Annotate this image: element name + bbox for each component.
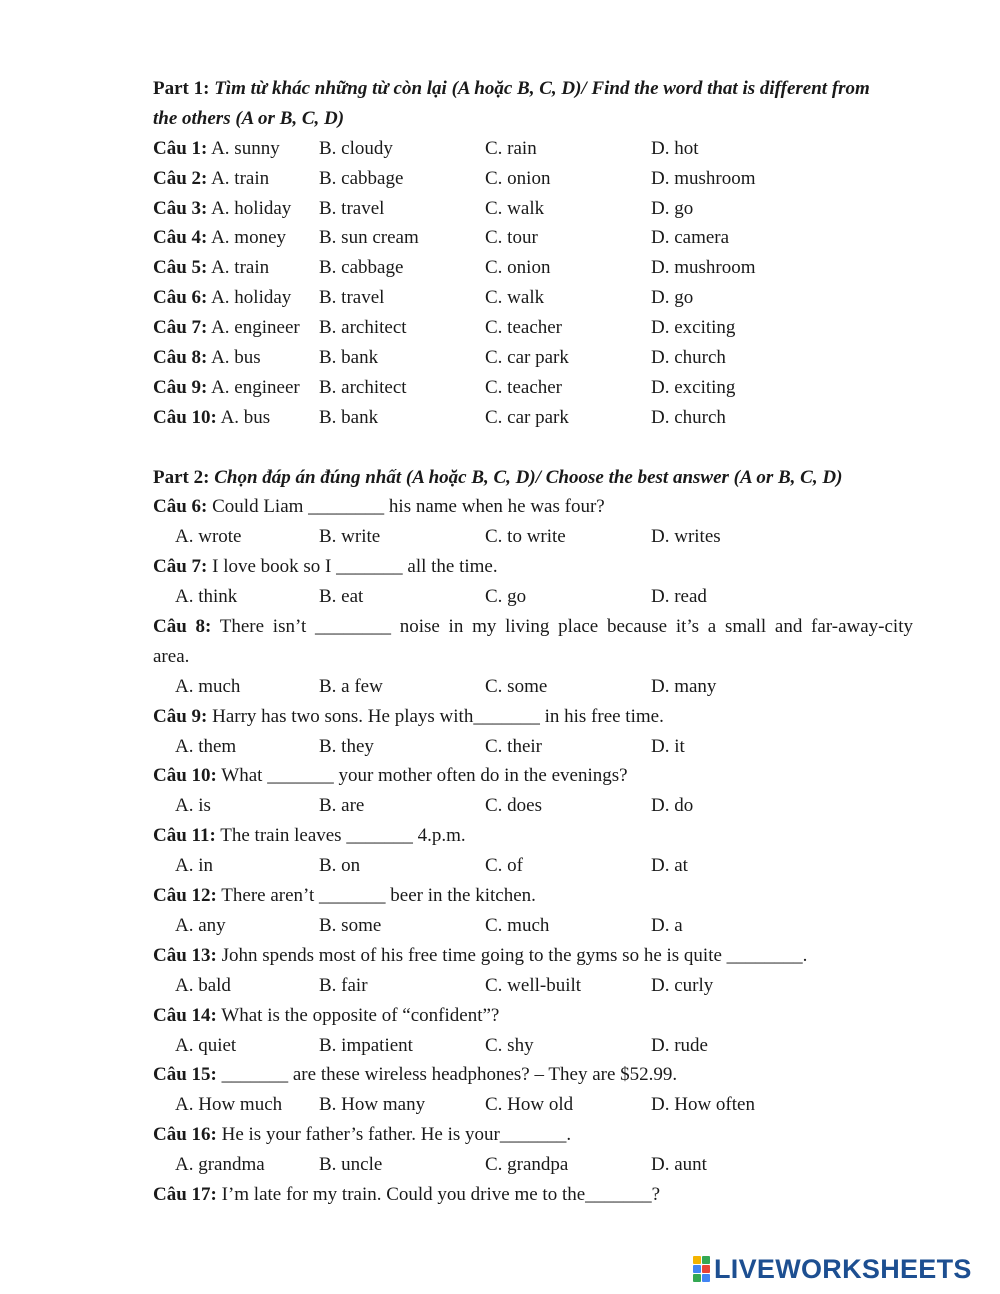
question-text: There isn’t ________ noise in my living place because it’s a small and far-away-city (219, 616, 913, 638)
option-d[interactable]: D. mushroom (651, 167, 756, 189)
option-b[interactable]: B. are (319, 795, 365, 817)
logo-square (702, 1256, 710, 1264)
option-a[interactable]: A. engineer (211, 317, 300, 339)
option-c[interactable]: C. to write (485, 526, 566, 548)
part2-title: Chọn đáp án đúng nhất (A hoặc B, C, D)/ Choose the best answer (A or B, C, D) (214, 466, 843, 488)
question-text: John spends most of his free time going to the gyms so he is quite ________. (221, 944, 808, 966)
option-b[interactable]: B. write (319, 526, 381, 548)
option-d[interactable]: D. writes (651, 526, 721, 548)
option-d[interactable]: D. go (651, 287, 694, 309)
option-a[interactable]: A. any (175, 914, 226, 936)
question-label: Câu 17: (153, 1183, 217, 1205)
option-c[interactable]: C. their (485, 735, 542, 757)
option-b[interactable]: B. travel (319, 287, 385, 309)
option-d[interactable]: D. aunt (651, 1154, 707, 1176)
option-d[interactable]: D. exciting (651, 376, 736, 398)
option-d[interactable]: D. at (651, 855, 688, 877)
part1-question-row (153, 164, 913, 194)
option-c[interactable]: C. onion (485, 167, 551, 189)
logo-square (693, 1265, 701, 1273)
option-b[interactable]: B. bank (319, 406, 379, 428)
question-stem (153, 552, 913, 582)
part1-title-cont: the others (A or B, C, D) (153, 107, 345, 129)
part1-question-list (153, 134, 913, 433)
question-label: Câu 6: (153, 496, 208, 518)
question-label: Câu 1: (153, 137, 208, 159)
question-label: Câu 14: (153, 1004, 217, 1026)
question-text-cont: area. (153, 645, 190, 667)
options-row (153, 1090, 913, 1120)
question-text: I’m late for my train. Could you drive me to the_______? (221, 1183, 661, 1205)
logo-square (702, 1274, 710, 1282)
question-text: Harry has two sons. He plays with_______ in his free time. (212, 705, 664, 727)
part1-question-row (153, 253, 913, 283)
question-stem (153, 941, 913, 971)
option-a[interactable]: A. in (175, 855, 213, 877)
part1-title: Tìm từ khác những từ còn lại (A hoặc B, C, D)/ Find the word that is different from (214, 78, 870, 99)
options-row (153, 851, 913, 881)
option-a[interactable]: A. wrote (175, 526, 242, 548)
option-b[interactable]: B. How many (319, 1094, 426, 1116)
part1-question-row (153, 194, 913, 224)
question-text: I love book so I _______ all the time. (212, 556, 498, 578)
question-stem (153, 1120, 913, 1150)
question-label: Câu 10: (153, 406, 217, 428)
option-b[interactable]: B. impatient (319, 1034, 413, 1056)
option-a[interactable]: A. money (211, 227, 287, 249)
part1-question-row (153, 134, 913, 164)
option-d[interactable]: D. How often (651, 1094, 755, 1116)
question-stem (153, 1001, 913, 1031)
logo-square (693, 1256, 701, 1264)
question-stem (153, 1180, 913, 1210)
worksheet (153, 74, 913, 1210)
question-stem (153, 492, 913, 522)
question-label: Câu 2: (153, 167, 208, 189)
option-b[interactable]: B. on (319, 855, 361, 877)
option-a[interactable]: A. them (175, 735, 237, 757)
option-c[interactable]: C. walk (485, 197, 545, 219)
part2-label: Part 2: (153, 466, 210, 488)
option-a[interactable]: A. bus (220, 406, 271, 428)
option-c[interactable]: C. of (485, 855, 523, 877)
question-label: Câu 3: (153, 197, 208, 219)
option-c[interactable]: C. teacher (485, 317, 563, 339)
option-c[interactable]: C. go (485, 586, 527, 608)
question-text: _______ are these wireless headphones? – They are $52.99. (221, 1064, 678, 1086)
part1-question-row (153, 283, 913, 313)
option-b[interactable]: B. cloudy (319, 137, 393, 159)
question-label: Câu 5: (153, 257, 208, 279)
option-c[interactable]: C. grandpa (485, 1154, 569, 1176)
option-a[interactable]: A. holiday (211, 287, 292, 309)
option-d[interactable]: D. rude (651, 1034, 708, 1056)
part1-question-row (153, 343, 913, 373)
option-d[interactable]: D. hot (651, 137, 699, 159)
part1-question-row (153, 223, 913, 253)
options-row (153, 791, 913, 821)
option-b[interactable]: B. uncle (319, 1154, 383, 1176)
option-c[interactable]: C. car park (485, 406, 569, 428)
part2-question-list (153, 492, 913, 1209)
logo-square (693, 1274, 701, 1282)
option-a[interactable]: A. much (175, 675, 241, 697)
question-stem (153, 821, 913, 851)
question-stem (153, 1060, 913, 1090)
options-row (153, 672, 913, 702)
question-label: Câu 10: (153, 765, 217, 787)
option-c[interactable]: C. well-built (485, 974, 582, 996)
question-label: Câu 12: (153, 885, 217, 907)
option-b[interactable]: B. architect (319, 317, 407, 339)
question-label: Câu 6: (153, 287, 208, 309)
question-stem (153, 881, 913, 911)
option-c[interactable]: C. rain (485, 137, 537, 159)
logo-square (702, 1265, 710, 1273)
option-a[interactable]: A. grandma (175, 1154, 265, 1176)
section-spacer (153, 433, 913, 463)
option-a[interactable]: A. quiet (175, 1034, 237, 1056)
part1-question-row (153, 373, 913, 403)
option-b[interactable]: B. cabbage (319, 167, 404, 189)
option-b[interactable]: B. a few (319, 675, 383, 697)
option-c[interactable]: C. How old (485, 1094, 574, 1116)
options-row (153, 911, 913, 941)
logo-icon (693, 1256, 710, 1282)
option-b[interactable]: B. travel (319, 197, 385, 219)
part1-question-row (153, 403, 913, 433)
question-label: Câu 4: (153, 227, 208, 249)
question-text: There aren’t _______ beer in the kitchen. (221, 885, 536, 907)
option-c[interactable]: C. tour (485, 227, 538, 249)
part1-question-row (153, 313, 913, 343)
option-c[interactable]: C. car park (485, 347, 569, 369)
question-label: Câu 13: (153, 944, 217, 966)
option-b[interactable]: B. some (319, 914, 382, 936)
question-text: What is the opposite of “confident”? (221, 1004, 500, 1026)
options-row (153, 582, 913, 612)
option-a[interactable]: A. holiday (211, 197, 292, 219)
question-text: Could Liam ________ his name when he was four? (212, 496, 605, 518)
option-a[interactable]: A. train (211, 167, 270, 189)
liveworksheets-logo (693, 1254, 972, 1284)
option-c[interactable]: C. much (485, 914, 550, 936)
options-row (153, 732, 913, 762)
option-b[interactable]: B. they (319, 735, 374, 757)
option-a[interactable]: A. is (175, 795, 211, 817)
option-b[interactable]: B. sun cream (319, 227, 419, 249)
question-label: Câu 9: (153, 705, 208, 727)
question-label: Câu 15: (153, 1064, 217, 1086)
question-stem (153, 702, 913, 732)
part1-label: Part 1: (153, 78, 210, 99)
question-label: Câu 11: (153, 825, 216, 847)
option-d[interactable]: D. read (651, 586, 707, 608)
option-c[interactable]: C. onion (485, 257, 551, 279)
question-text: The train leaves _______ 4.p.m. (220, 825, 466, 847)
option-d[interactable]: D. exciting (651, 317, 736, 339)
option-c[interactable]: C. does (485, 795, 542, 817)
question-text: What _______ your mother often do in the evenings? (221, 765, 628, 787)
option-c[interactable]: C. some (485, 675, 548, 697)
option-b[interactable]: B. cabbage (319, 257, 404, 279)
question-label: Câu 8: (153, 347, 208, 369)
option-d[interactable]: D. mushroom (651, 257, 756, 279)
option-d[interactable]: D. it (651, 735, 685, 757)
option-d[interactable]: D. curly (651, 974, 714, 996)
option-b[interactable]: B. eat (319, 586, 364, 608)
option-a[interactable]: A. engineer (211, 376, 300, 398)
option-d[interactable]: D. a (651, 914, 683, 936)
part1-heading (153, 74, 913, 104)
question-label: Câu 16: (153, 1124, 217, 1146)
options-row (153, 1031, 913, 1061)
option-d[interactable]: D. camera (651, 227, 730, 249)
option-d[interactable]: D. church (651, 347, 726, 369)
option-d[interactable]: D. church (651, 406, 726, 428)
question-stem (153, 612, 913, 642)
option-c[interactable]: C. walk (485, 287, 545, 309)
question-label: Câu 7: (153, 317, 208, 339)
option-a[interactable]: A. How much (175, 1094, 283, 1116)
options-row (153, 1150, 913, 1180)
logo-text: LIVEWORKSHEETS (714, 1253, 972, 1284)
question-label: Câu 8: (153, 616, 212, 638)
option-c[interactable]: C. teacher (485, 376, 563, 398)
option-a[interactable]: A. think (175, 586, 238, 608)
part1-heading-cont (153, 104, 913, 134)
option-a[interactable]: A. bald (175, 974, 231, 996)
options-row (153, 522, 913, 552)
question-stem (153, 761, 913, 791)
option-d[interactable]: D. do (651, 795, 694, 817)
option-a[interactable]: A. bus (211, 347, 261, 369)
option-a[interactable]: A. sunny (211, 137, 280, 159)
option-d[interactable]: D. go (651, 197, 694, 219)
option-c[interactable]: C. shy (485, 1034, 534, 1056)
option-a[interactable]: A. train (211, 257, 270, 279)
question-text: He is your father’s father. He is your_______. (221, 1124, 572, 1146)
option-b[interactable]: B. bank (319, 347, 379, 369)
question-stem-cont (153, 642, 913, 672)
option-d[interactable]: D. many (651, 675, 717, 697)
option-b[interactable]: B. fair (319, 974, 368, 996)
option-b[interactable]: B. architect (319, 376, 407, 398)
options-row (153, 971, 913, 1001)
part2-heading (153, 463, 913, 493)
question-label: Câu 9: (153, 376, 208, 398)
question-label: Câu 7: (153, 556, 208, 578)
